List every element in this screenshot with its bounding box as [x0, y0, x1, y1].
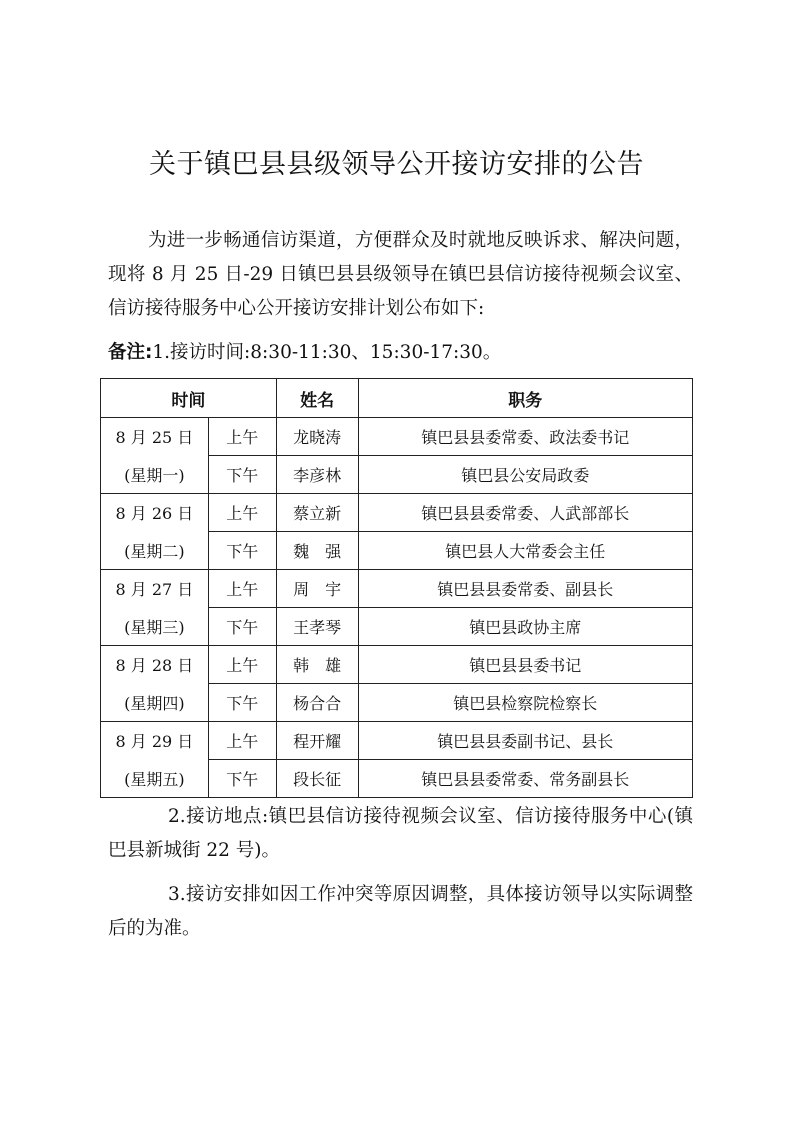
period-cell: 上午 — [208, 722, 276, 760]
period-cell: 下午 — [208, 760, 276, 798]
period-cell: 上午 — [208, 418, 276, 456]
weekday-cell: (星期四) — [101, 684, 209, 722]
header-time: 时间 — [101, 379, 277, 418]
period-cell: 下午 — [208, 684, 276, 722]
name-cell: 李彦林 — [276, 456, 358, 494]
schedule-table — [100, 378, 693, 798]
period-cell: 下午 — [208, 532, 276, 570]
position-cell: 镇巴县县委常委、政法委书记 — [358, 418, 692, 456]
name-cell: 段长征 — [276, 760, 358, 798]
weekday-cell: (星期三) — [101, 608, 209, 646]
name-cell: 程开耀 — [276, 722, 358, 760]
name-cell: 王孝琴 — [276, 608, 358, 646]
date-cell: 8 月 26 日 — [101, 494, 209, 532]
table-row — [101, 760, 693, 798]
table-row — [101, 494, 693, 532]
period-cell: 下午 — [208, 608, 276, 646]
name-cell: 龙晓涛 — [276, 418, 358, 456]
position-cell: 镇巴县县委常委、常务副县长 — [358, 760, 692, 798]
document-title: 关于镇巴县县级领导公开接访安排的公告 — [149, 149, 644, 180]
note-item-3: 3.接访安排如因工作冲突等原因调整，具体接访领导以实际调整后的为准。 — [108, 884, 693, 939]
date-cell: 8 月 25 日 — [101, 418, 209, 456]
period-cell: 上午 — [208, 570, 276, 608]
table-row — [101, 684, 693, 722]
header-position: 职务 — [358, 379, 692, 418]
table-row — [101, 722, 693, 760]
position-cell: 镇巴县县委常委、副县长 — [358, 570, 692, 608]
note-item-1: 1.接访时间:8:30-11:30、15:30-17:30。 — [152, 342, 502, 363]
name-cell: 杨合合 — [276, 684, 358, 722]
name-cell: 韩 雄 — [276, 646, 358, 684]
date-cell: 8 月 29 日 — [101, 722, 209, 760]
table-header-row — [101, 379, 693, 418]
weekday-cell: (星期一) — [101, 456, 209, 494]
note-label: 备注: — [108, 342, 153, 363]
position-cell: 镇巴县县委书记 — [358, 646, 692, 684]
weekday-cell: (星期二) — [101, 532, 209, 570]
table-row — [101, 532, 693, 570]
table-row — [101, 570, 693, 608]
note-item-2: 2.接访地点:镇巴县信访接待视频会议室、信访接待服务中心(镇巴县新城街 22 号)。 — [108, 806, 693, 861]
weekday-cell: (星期五) — [101, 760, 209, 798]
table-row — [101, 608, 693, 646]
date-cell: 8 月 27 日 — [101, 570, 209, 608]
note-line — [108, 336, 501, 370]
intro-paragraph: 为进一步畅通信访渠道，方便群众及时就地反映诉求、解决问题，现将 8 月 25 日-29 日镇巴县县级领导在镇巴县信访接待视频会议室、信访接待服务中心公开接访安排计划公布如下: — [108, 230, 693, 319]
position-cell: 镇巴县县委副书记、县长 — [358, 722, 692, 760]
table-row — [101, 456, 693, 494]
period-cell: 上午 — [208, 646, 276, 684]
header-name: 姓名 — [276, 379, 358, 418]
name-cell: 周 宇 — [276, 570, 358, 608]
date-cell: 8 月 28 日 — [101, 646, 209, 684]
table-body — [101, 418, 693, 798]
name-cell: 蔡立新 — [276, 494, 358, 532]
name-cell: 魏 强 — [276, 532, 358, 570]
position-cell: 镇巴县县委常委、人武部部长 — [358, 494, 692, 532]
position-cell: 镇巴县检察院检察长 — [358, 684, 692, 722]
position-cell: 镇巴县公安局政委 — [358, 456, 692, 494]
position-cell: 镇巴县人大常委会主任 — [358, 532, 692, 570]
table-row — [101, 646, 693, 684]
table-row — [101, 418, 693, 456]
period-cell: 下午 — [208, 456, 276, 494]
position-cell: 镇巴县政协主席 — [358, 608, 692, 646]
period-cell: 上午 — [208, 494, 276, 532]
